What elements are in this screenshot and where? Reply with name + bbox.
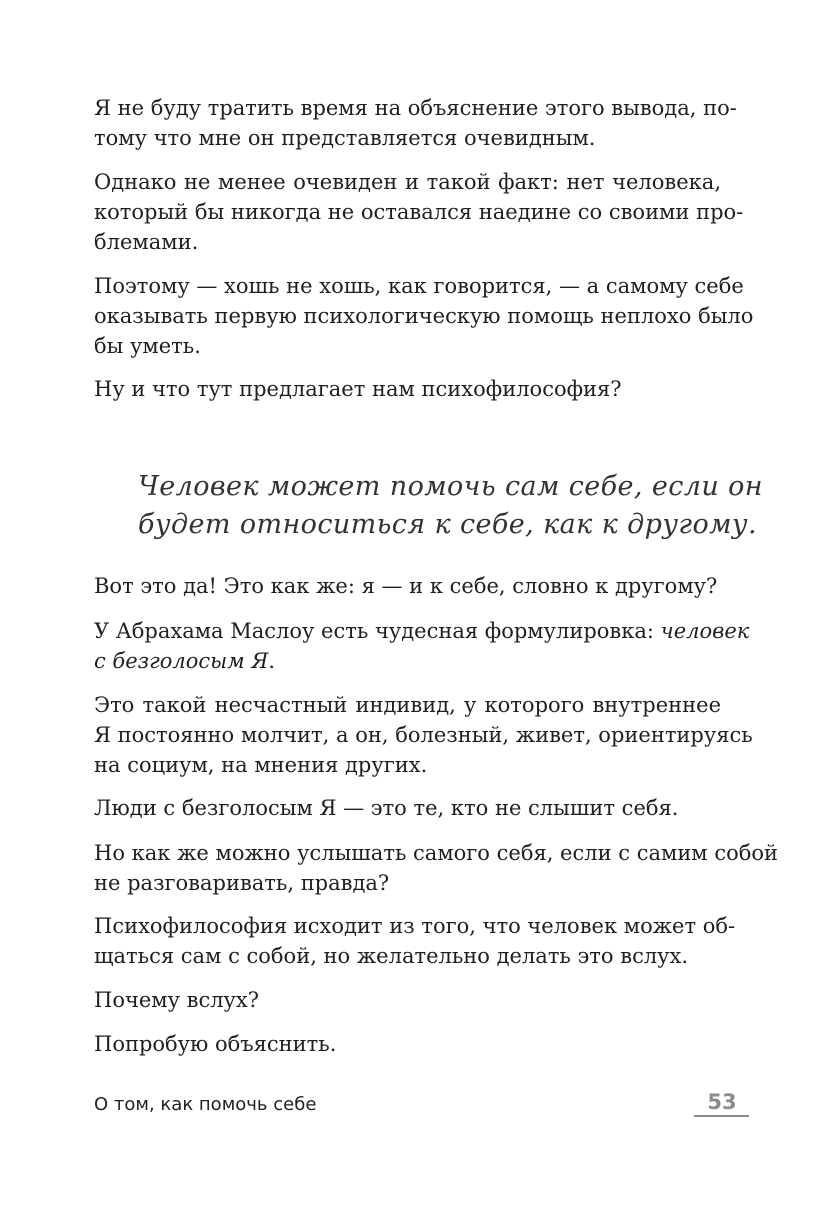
text-line: Но как же можно услышать самого себя, если с самим собой <box>94 841 779 865</box>
paragraph-hear-self <box>94 838 779 898</box>
paragraph-exclamation <box>94 571 721 601</box>
text-line: Я постоянно молчит, а он, болезный, живет, ориентируясь <box>94 723 753 747</box>
text-italic: с безголосым Я <box>94 649 269 673</box>
paragraph-explain <box>94 1029 721 1059</box>
paragraph-individual <box>94 690 753 780</box>
page-number: 53 <box>707 1090 737 1114</box>
text-line <box>94 616 750 646</box>
running-footer-title: О том, как помочь себе <box>94 1094 317 1115</box>
text-line: Попробую объяснить. <box>94 1032 337 1056</box>
text-line <box>94 646 721 676</box>
text-line: оказывать первую психологическую помощь неплохо было <box>94 304 754 328</box>
text-line: Это такой несчастный индивид, у которого внутреннее <box>94 693 721 717</box>
text-line: Поэтому — хошь не хошь, как говорится, — а самому себе <box>94 274 744 298</box>
text-line: Ну и что тут предлагает нам психофилософия? <box>94 377 622 401</box>
text-line: Психофилософия исходит из того, что человек может об- <box>94 914 736 938</box>
text-line: Однако не менее очевиден и такой факт: нет человека, <box>94 170 721 194</box>
text-line: щаться сам с собой, но желательно делать это вслух. <box>94 944 689 968</box>
paragraph-therefore <box>94 271 754 361</box>
text-line: не разговаривать, правда? <box>94 871 390 895</box>
text-line: тому что мне он представляется очевидным. <box>94 126 596 150</box>
text-line: на социум, на мнения других. <box>94 753 428 777</box>
text-plain: . <box>268 649 276 673</box>
quote-line: Человек может помочь сам себе, если он <box>138 471 763 502</box>
paragraph-conclusion <box>94 93 737 153</box>
paragraph-maslow <box>94 616 750 676</box>
paragraph-voiceless <box>94 793 721 823</box>
text-italic: человек <box>660 619 750 643</box>
text-line: Я не буду тратить время на объяснение этого вывода, по- <box>94 96 737 120</box>
text-line: бы уметь. <box>94 334 201 358</box>
text-line: блемами. <box>94 230 199 254</box>
paragraph-aloud <box>94 911 736 971</box>
text-line: Вот это да! Это как же: я — и к себе, словно к другому? <box>94 574 718 598</box>
paragraph-why-aloud <box>94 985 721 1015</box>
quote-line: будет относиться к себе, как к другому. <box>138 509 757 540</box>
paragraph-fact <box>94 167 744 257</box>
handwritten-quote <box>138 468 763 544</box>
text-line: Люди с безголосым Я — это те, кто не слышит себя. <box>94 796 679 820</box>
text-plain: У Абрахама Маслоу есть чудесная формулировка: <box>94 619 661 643</box>
page-number-rule <box>694 1115 749 1117</box>
text-line: Почему вслух? <box>94 988 260 1012</box>
paragraph-question <box>94 374 721 404</box>
text-line: который бы никогда не оставался наедине со своими про- <box>94 200 744 224</box>
